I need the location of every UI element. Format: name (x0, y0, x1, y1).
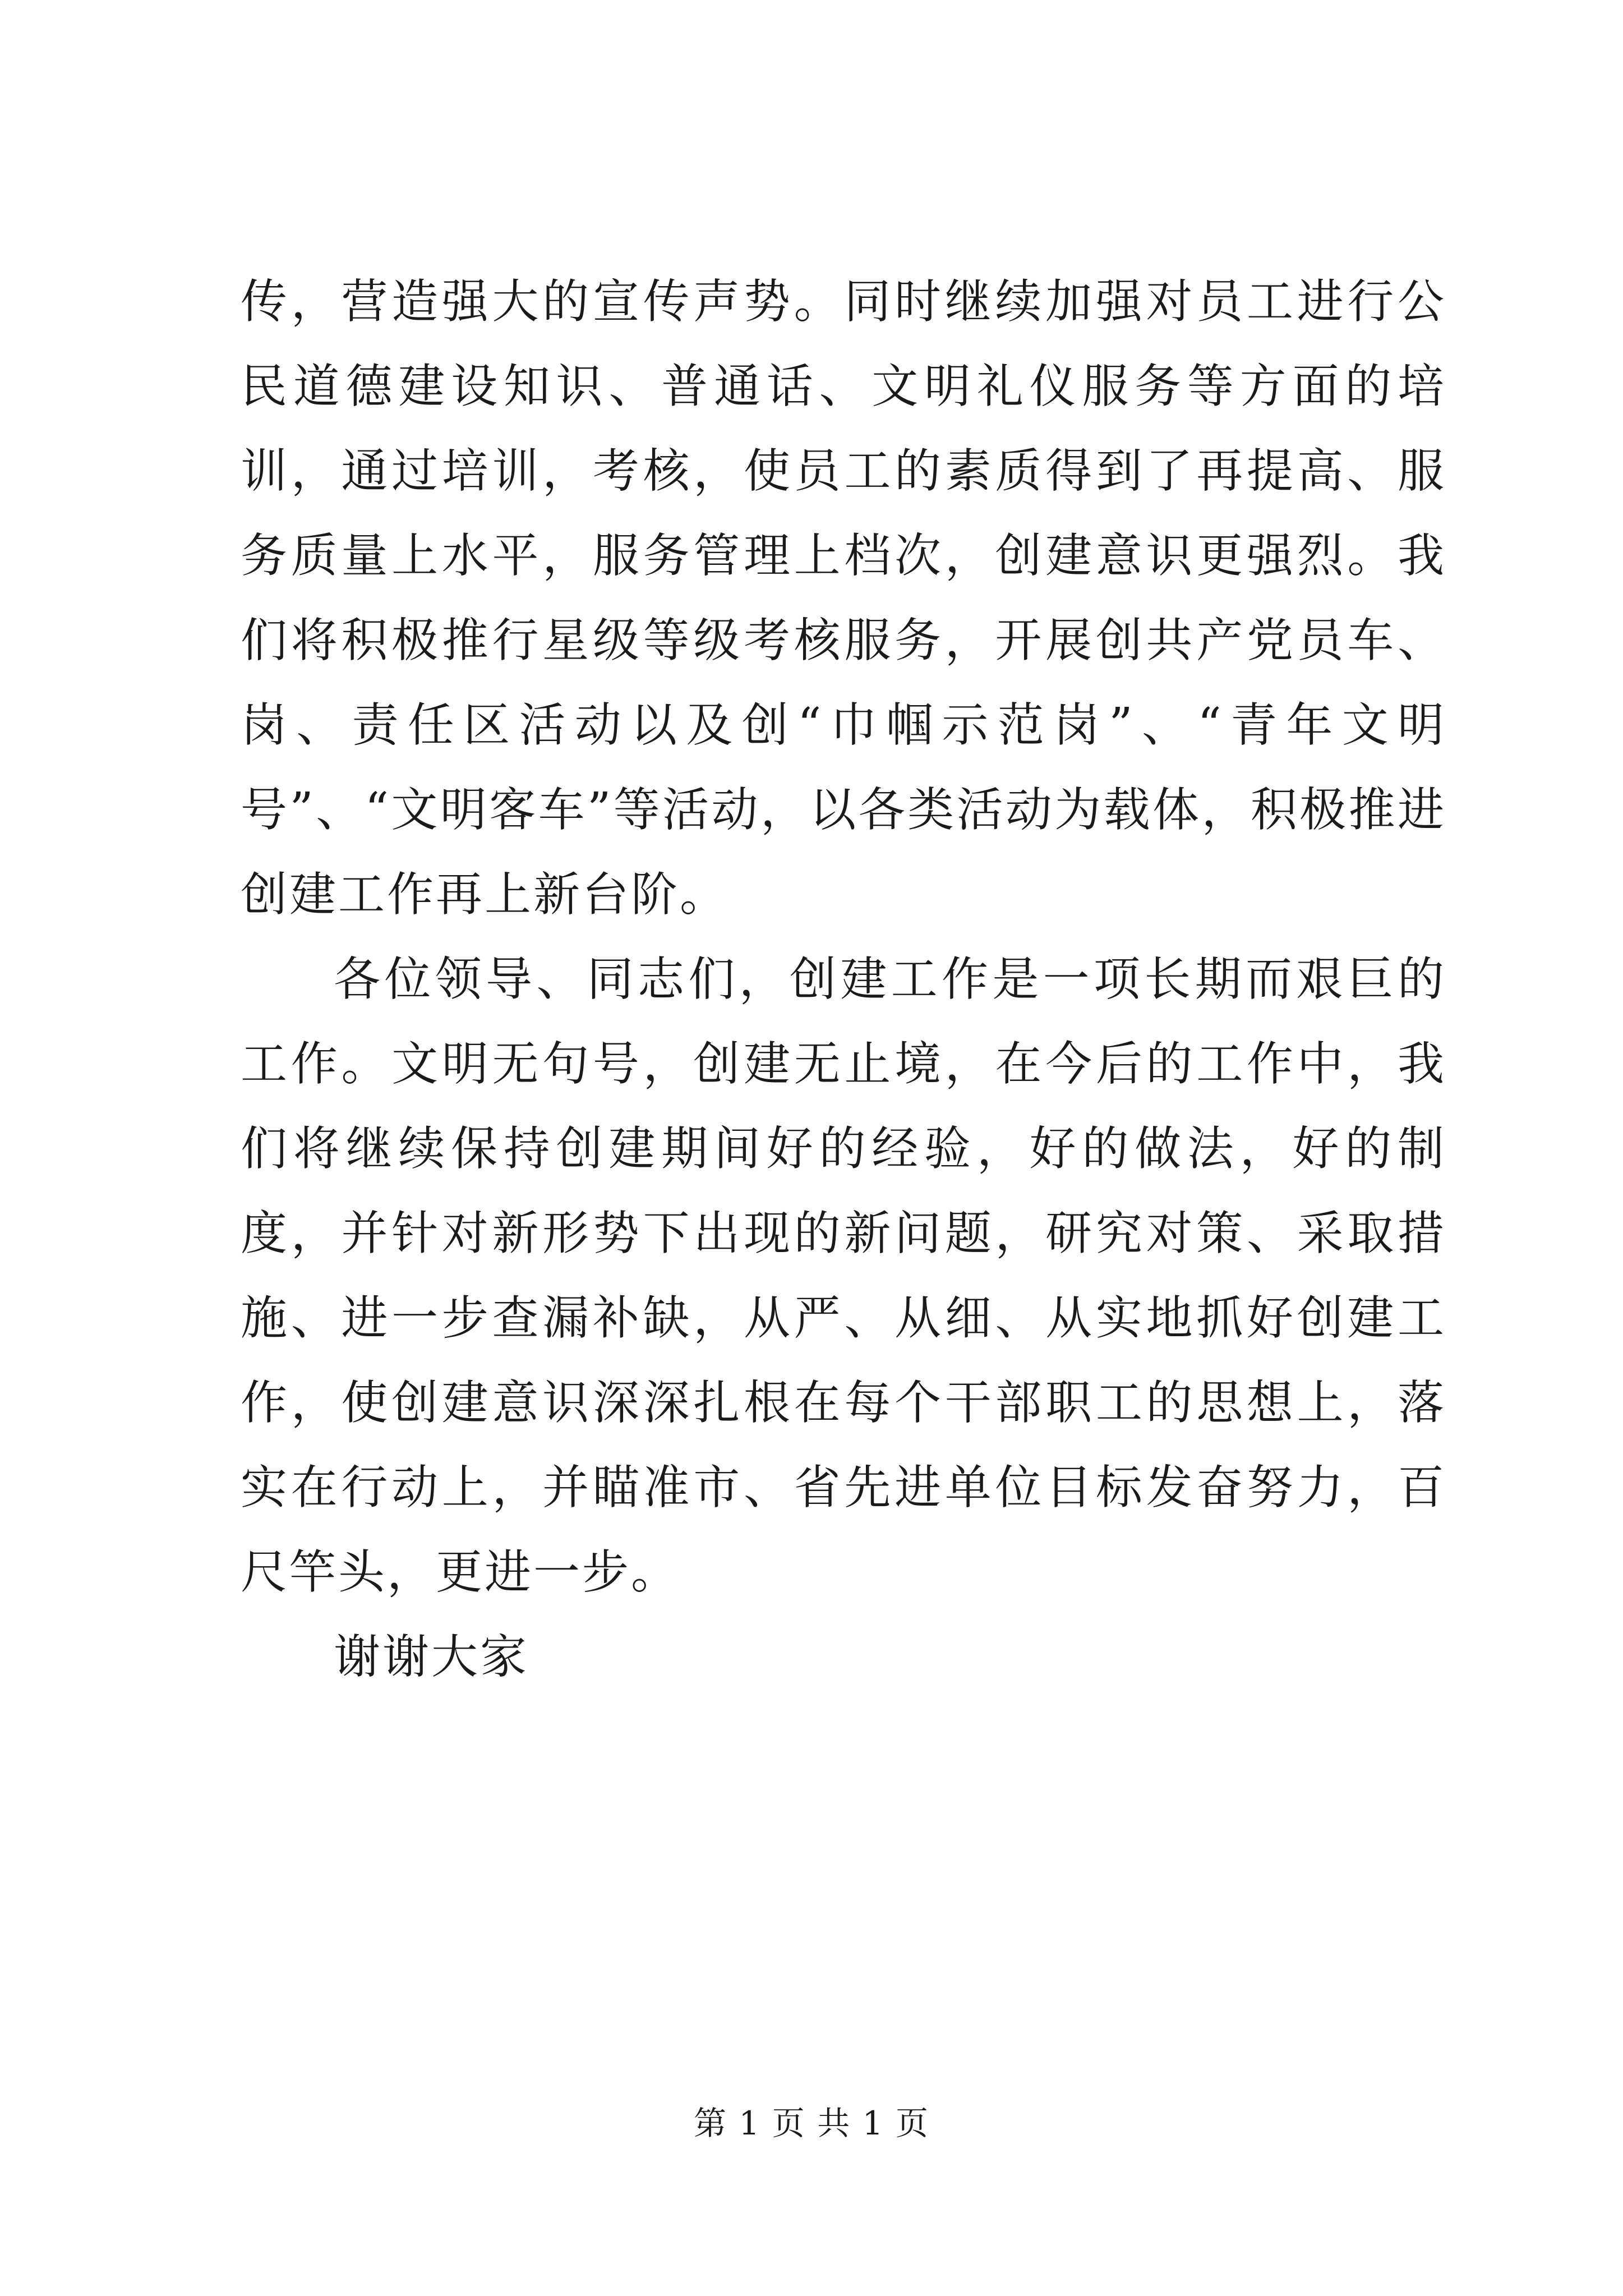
paragraph-continuation: 传，营造强大的宣传声势。同时继续加强对员工进行公民道德建设知识、普通话、文明礼仪服务等方面的培训，通过培训，考核，使员工的素质得到了再提高、服务质量上水平，服务管理上档次，创建意识更强烈。我们将积极推行星级等级考核服务，开展创共产党员车、岗、责任区活动以及创“巾帼示范岗”、“青年文明号”、“文明客车”等活动，以各类活动为载体，积极推进创建工作再上新台阶。 (241, 274, 1446, 922)
document-body (241, 259, 1446, 1699)
page-footer: 第 1 页 共 1 页 (694, 2104, 929, 2142)
paragraph-closing-remarks: 各位领导、同志们，创建工作是一项长期而艰巨的工作。文明无句号，创建无止境，在今后的工作中，我们将继续保持创建期间好的经验，好的做法，好的制度，并针对新形势下出现的新问题，研究对策、采取措施、进一步查漏补缺，从严、从细、从实地抓好创建工作，使创建意识深深扎根在每个干部职工的思想上，落实在行动上，并瞄准市、省先进单位目标发奋努力，百尺竿头，更进一步。 (241, 952, 1446, 1599)
paragraph-thanks: 谢谢大家 (334, 1630, 529, 1684)
